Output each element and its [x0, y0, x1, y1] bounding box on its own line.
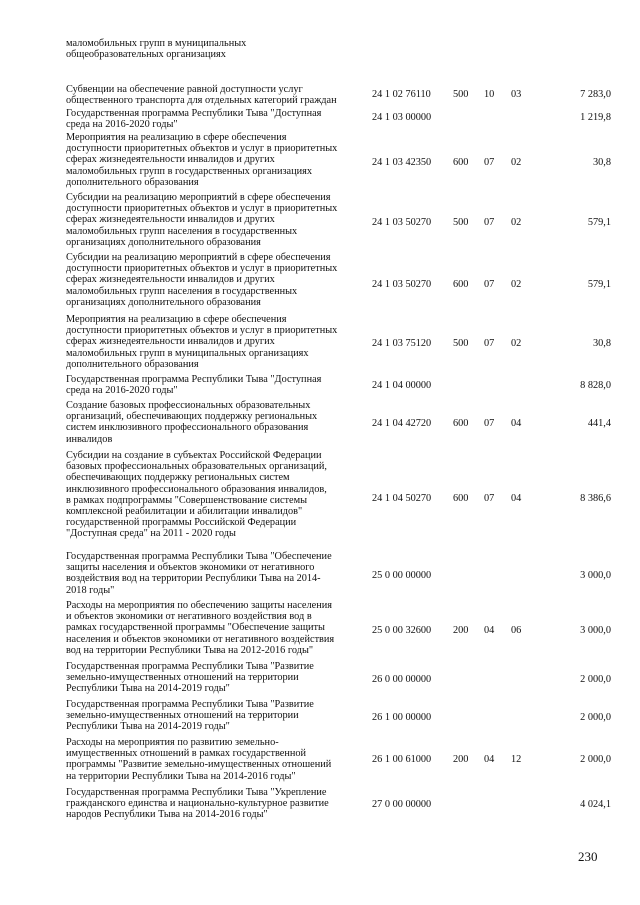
target-article-code: 26 1 00 61000: [372, 754, 432, 765]
section-code: 10: [484, 89, 495, 100]
expense-type-code: 600: [453, 157, 469, 168]
amount: 2 000,0: [580, 712, 611, 723]
row-description: Субсидии на создание в субъектах Российской Федерации базовых профессиональных образовательных организаций, обеспечивающих поддержку региональных систем инклюзивного профессионального образования инвалидов, в рамках подпрограммы "Совершенствование системы комплексной реабилитации и абилитации инвалидов" государственной программы Российской Федерации "Доступная среда" на 2011 - 2020 годы: [66, 450, 327, 540]
target-article-code: 24 1 03 50270: [372, 217, 432, 228]
expense-type-code: 600: [453, 418, 469, 429]
section-code: 07: [484, 157, 495, 168]
row-description: Мероприятия на реализацию в сфере обеспечения доступности приоритетных объектов и услуг в приоритетных сферах жизнедеятельности инвалидов и других маломобильных групп в государственных организациях дополнительного образования: [66, 132, 338, 188]
target-article-code: 27 0 00 00000: [372, 799, 432, 810]
target-article-code: 24 1 04 50270: [372, 493, 432, 504]
target-article-code: 24 1 03 42350: [372, 157, 432, 168]
amount: 2 000,0: [580, 674, 611, 685]
target-article-code: 24 1 03 50270: [372, 279, 432, 290]
amount: 8 386,6: [580, 493, 611, 504]
row-description: Расходы на мероприятия по обеспечению защиты населения и объектов экономики от негативного воздействия вод в рамках государственной программы "Обеспечение защиты населения и объектов экономики от негативного воздействия вод на территории Республики Тыва на 2012-2016 годы": [66, 600, 335, 656]
subsection-code: 02: [511, 338, 522, 349]
expense-type-code: 500: [453, 89, 469, 100]
row-description: Субсидии на реализацию мероприятий в сфере обеспечения доступности приоритетных объектов и услуг в приоритетных сферах жизнедеятельности инвалидов и других маломобильных групп населения в государственных организациях дополнительного образования: [66, 192, 338, 248]
target-article-code: 24 1 03 00000: [372, 112, 432, 123]
row-description: Государственная программа Республики Тыва "Укрепление гражданского единства и национально-культурное развитие народов Республики Тыва на 2014-2016 годы": [66, 787, 329, 821]
subsection-code: 02: [511, 157, 522, 168]
target-article-code: 26 1 00 00000: [372, 712, 432, 723]
target-article-code: 24 1 04 42720: [372, 418, 432, 429]
amount: 30,8: [592, 338, 611, 349]
row-description: маломобильных групп в муниципальных общеобразовательных организациях: [66, 38, 247, 61]
row-description: Расходы на мероприятия по развитию земельно- имущественных отношений в рамках государственной программы "Развитие земельно-имущественных отношений на территории Республики Тыва на 2014-2016 годы": [66, 737, 332, 782]
section-code: 07: [484, 493, 495, 504]
section-code: 07: [484, 217, 495, 228]
row-description: Мероприятия на реализацию в сфере обеспечения доступности приоритетных объектов и услуг в приоритетных сферах жизнедеятельности инвалидов и других маломобильных групп в муниципальных организациях дополнительного образования: [66, 314, 338, 370]
section-code: 04: [484, 625, 495, 636]
row-description: Субвенции на обеспечение равной доступности услуг общественного транспорта для отдельных категорий граждан: [66, 84, 337, 107]
expense-type-code: 600: [453, 493, 469, 504]
amount: 8 828,0: [580, 380, 611, 391]
expense-type-code: 600: [453, 279, 469, 290]
subsection-code: 12: [511, 754, 522, 765]
amount: 441,4: [587, 418, 611, 429]
subsection-code: 02: [511, 279, 522, 290]
subsection-code: 02: [511, 217, 522, 228]
row-description: Государственная программа Республики Тыва "Развитие земельно-имущественных отношений на территории Республики Тыва на 2014-2019 годы": [66, 661, 314, 695]
amount: 3 000,0: [580, 625, 611, 636]
subsection-code: 04: [511, 493, 522, 504]
row-description: Государственная программа Республики Тыва "Развитие земельно-имущественных отношений на территории Республики Тыва на 2014-2019 годы": [66, 699, 314, 733]
subsection-code: 06: [511, 625, 522, 636]
expense-type-code: 500: [453, 338, 469, 349]
row-description: Государственная программа Республики Тыва "Обеспечение защиты населения и объектов экономики от негативного воздействия вод на территории Республики Тыва на 2014- 2018 годы": [66, 551, 332, 596]
expense-type-code: 500: [453, 217, 469, 228]
amount: 579,1: [587, 217, 611, 228]
target-article-code: 24 1 03 75120: [372, 338, 432, 349]
amount: 7 283,0: [580, 89, 611, 100]
subsection-code: 03: [511, 89, 522, 100]
target-article-code: 24 1 02 76110: [372, 89, 431, 100]
row-description: Создание базовых профессиональных образовательных организаций, обеспечивающих поддержку региональных систем инклюзивного профессионального образования инвалидов: [66, 400, 318, 445]
amount: 3 000,0: [580, 570, 611, 581]
section-code: 04: [484, 754, 495, 765]
expense-type-code: 200: [453, 625, 469, 636]
expense-type-code: 200: [453, 754, 469, 765]
amount: 30,8: [592, 157, 611, 168]
row-description: Государственная программа Республики Тыва "Доступная среда на 2016-2020 годы": [66, 108, 322, 131]
section-code: 07: [484, 279, 495, 290]
section-code: 07: [484, 418, 495, 429]
target-article-code: 26 0 00 00000: [372, 674, 432, 685]
amount: 4 024,1: [580, 799, 611, 810]
amount: 2 000,0: [580, 754, 611, 765]
target-article-code: 24 1 04 00000: [372, 380, 432, 391]
subsection-code: 04: [511, 418, 522, 429]
row-description: Субсидии на реализацию мероприятий в сфере обеспечения доступности приоритетных объектов и услуг в приоритетных сферах жизнедеятельности инвалидов и других маломобильных групп населения в государственных организациях дополнительного образования: [66, 252, 338, 308]
section-code: 07: [484, 338, 495, 349]
target-article-code: 25 0 00 32600: [372, 625, 432, 636]
target-article-code: 25 0 00 00000: [372, 570, 432, 581]
amount: 1 219,8: [580, 112, 611, 123]
amount: 579,1: [587, 279, 611, 290]
page-number: 230: [578, 849, 598, 864]
row-description: Государственная программа Республики Тыва "Доступная среда на 2016-2020 годы": [66, 374, 322, 397]
